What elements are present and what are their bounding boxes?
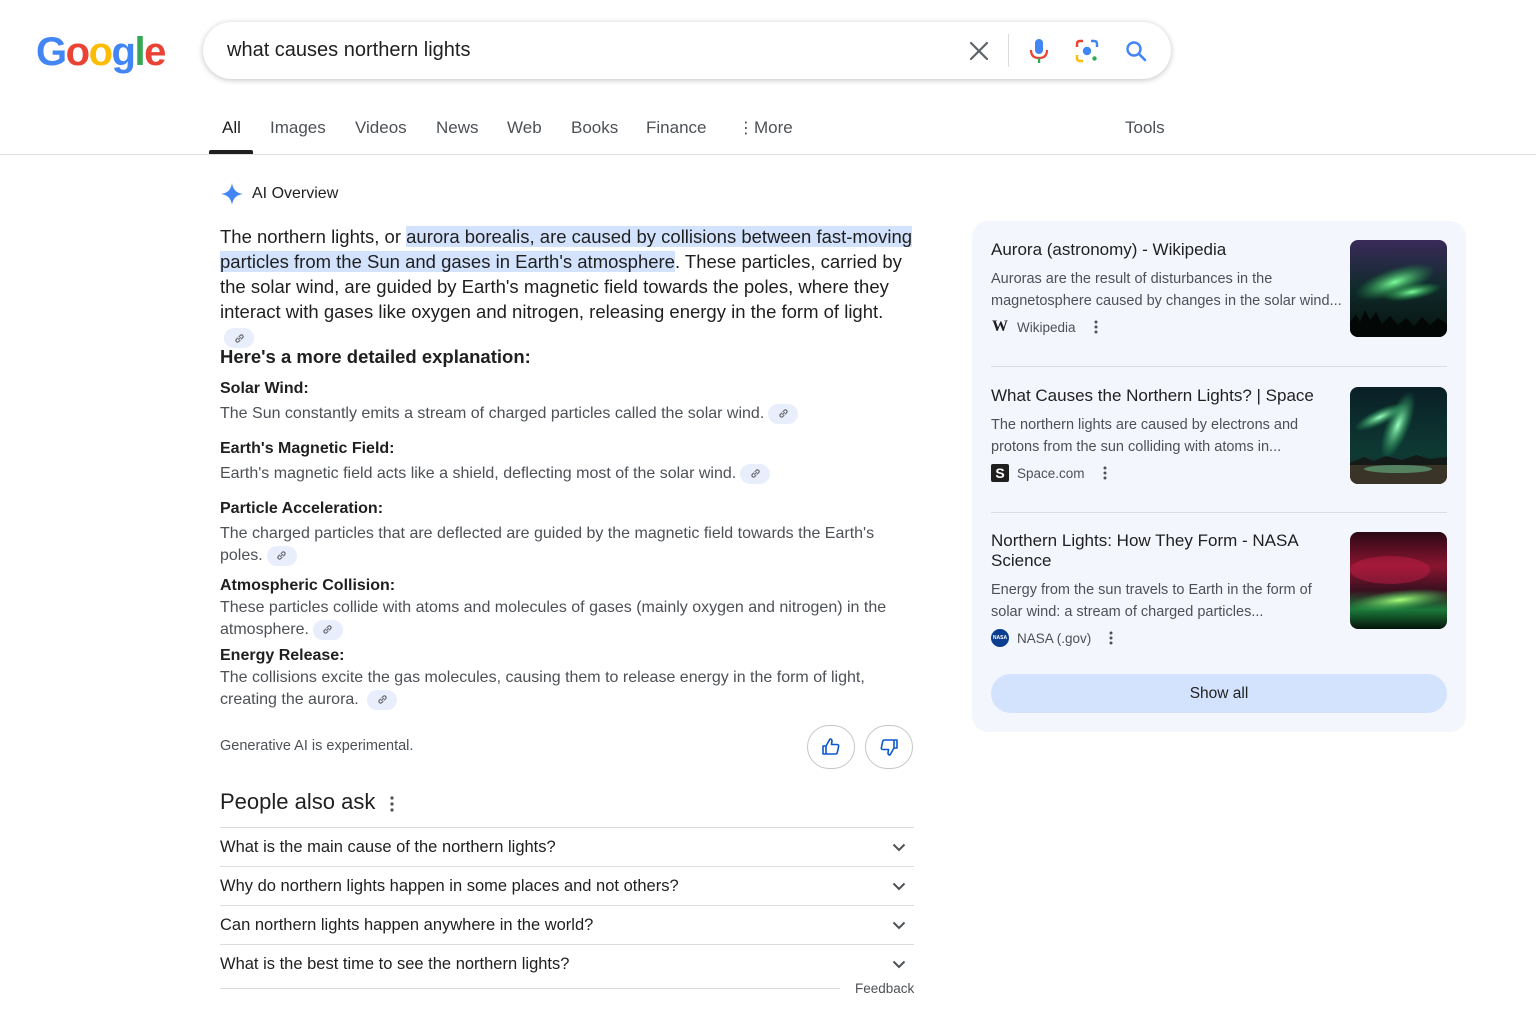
paa-question[interactable] [220,827,914,866]
detail-body: The collisions excite the gas molecules, causing them to release energy in the form of light, creating the aurora. [220,669,865,708]
show-all-button[interactable]: Show all [991,674,1447,713]
people-also-ask-list [220,827,914,983]
wikipedia-favicon-letter: W [992,318,1008,335]
tab-more[interactable] [738,118,793,138]
google-logo[interactable] [36,32,165,72]
link-icon [778,408,789,419]
aurora-thumbnail[interactable] [1350,387,1447,484]
logo-letter: o [88,30,112,74]
source-snippet: Energy from the sun travels to Earth in the form of solar wind: a stream of charged particles... [991,582,1312,620]
source-divider [991,366,1447,367]
chevron-down-icon [892,921,906,930]
detail-item [220,498,910,567]
more-vert-icon[interactable] [1105,629,1117,647]
detail-body: Earth's magnetic field acts like a shield, deflecting most of the solar wind. [220,465,737,482]
lens-camera-icon[interactable] [1072,36,1102,66]
source-site: NASA (.gov) [1017,630,1092,646]
summary-highlight: aurora borealis, are caused by collisions between fast-moving particles from the Sun and gases in Earth's atmosphere [220,226,913,272]
detail-body: These particles collide with atoms and molecules of gases (mainly oxygen and nitrogen) in the atmosphere. [220,599,887,638]
detail-text [220,463,910,485]
source-link-chip[interactable] [740,464,770,484]
logo-letter: e [144,30,165,74]
space-favicon [991,464,1009,482]
detail-item [220,378,910,425]
ai-overview-title: AI Overview [252,185,339,202]
tab-web[interactable]: Web [507,118,542,137]
link-icon [322,624,333,635]
detail-item [220,575,910,641]
link-icon [276,550,287,561]
generative-ai-disclaimer: Generative AI is experimental. [220,738,414,754]
thumbs-down-icon [879,737,899,757]
detail-title: Particle Acceleration: [220,500,384,517]
source-link-chip[interactable] [313,620,343,640]
detail-item [220,438,910,485]
logo-letter: G [36,30,66,74]
link-icon [377,694,388,705]
source-link-chip[interactable] [367,690,397,710]
source-link-chip[interactable] [267,546,297,566]
detail-body: The charged particles that are deflected are guided by the magnetic field towards the Earth's poles. [220,525,875,564]
source-snippet: Auroras are the result of disturbances in the magnetosphere caused by changes in the solar wind... [991,271,1342,309]
search-icon[interactable] [1121,36,1151,66]
more-vert-icon[interactable] [1090,318,1102,336]
paa-question[interactable] [220,866,914,905]
tab-images[interactable]: Images [270,118,326,137]
detail-text [220,667,910,711]
detail-text [220,403,910,425]
detail-heading: Here's a more detailed explanation: [220,346,531,367]
source-link-chip[interactable] [768,404,798,424]
wikipedia-favicon [991,318,1009,336]
source-site: Wikipedia [1017,319,1076,335]
more-vert-icon[interactable] [384,793,400,815]
sources-panel [972,221,1466,732]
summary-text: . These particles, carried by the solar wind, are guided by Earth's magnetic field towards the poles, where they interact with gases like oxygen and nitrogen, releasing energy in the form of light. [220,251,902,322]
source-snippet: The northern lights are caused by electrons and protons from the sun colliding with atoms in... [991,417,1299,455]
people-also-ask-title: People also ask [220,789,376,814]
thumbs-up-button[interactable] [807,725,855,769]
tab-tools[interactable]: Tools [1125,118,1165,137]
more-vert-icon: ⋮ [738,120,754,137]
source-title: What Causes the Northern Lights? | Space [991,386,1314,405]
paa-divider [220,988,840,989]
space-favicon-letter: S [995,465,1005,481]
source-divider [991,512,1447,513]
more-vert-icon[interactable] [1099,464,1111,482]
logo-letter: o [65,30,89,74]
tabs-divider [0,154,1536,155]
logo-letter: l [134,30,145,74]
detail-text [220,523,910,567]
aurora-thumbnail[interactable] [1350,240,1447,337]
nasa-favicon-letter: NASA [992,635,1008,641]
ai-overview-header [220,182,338,206]
tab-finance[interactable]: Finance [646,118,707,137]
detail-title: Solar Wind: [220,380,309,397]
thumbs-down-button[interactable] [865,725,913,769]
feedback-link[interactable]: Feedback [855,981,915,996]
paa-question[interactable] [220,944,914,983]
search-divider [1008,34,1009,67]
detail-item [220,645,910,711]
tab-all[interactable]: All [222,118,241,137]
paa-question-text: What is the best time to see the northern lights? [220,954,570,973]
detail-text [220,597,910,641]
chevron-down-icon [892,882,906,891]
tab-more-label: More [754,118,793,137]
source-title: Northern Lights: How They Form - NASA Science [991,531,1298,570]
tab-news[interactable]: News [436,118,479,137]
microphone-icon[interactable] [1024,36,1054,66]
source-site: Space.com [1017,465,1085,481]
ai-summary [220,224,916,349]
tab-books[interactable]: Books [571,118,619,137]
detail-title: Atmospheric Collision: [220,577,396,594]
gemini-sparkle-icon [220,182,244,206]
paa-question-text: What is the main cause of the northern lights? [220,837,556,856]
aurora-thumbnail[interactable] [1350,532,1447,629]
paa-question-text: Why do northern lights happen in some places and not others? [220,876,679,895]
paa-question[interactable] [220,905,914,944]
detail-title: Energy Release: [220,647,345,664]
thumbs-up-icon [821,737,841,757]
logo-letter: g [111,30,135,74]
source-title: Aurora (astronomy) - Wikipedia [991,240,1227,259]
paa-question-text: Can northern lights happen anywhere in the world? [220,915,594,934]
link-icon [750,468,761,479]
source-meta [991,629,1447,647]
summary-text: The northern lights, or [220,226,407,247]
detail-title: Earth's Magnetic Field: [220,440,395,457]
link-icon [234,333,245,344]
nasa-favicon [991,629,1009,647]
chevron-down-icon [892,960,906,969]
search-bar [203,22,1171,79]
chevron-down-icon [892,843,906,852]
tab-videos[interactable]: Videos [355,118,407,137]
detail-body: The Sun constantly emits a stream of charged particles called the solar wind. [220,405,765,422]
search-input[interactable] [227,22,947,79]
clear-icon[interactable] [964,36,994,66]
